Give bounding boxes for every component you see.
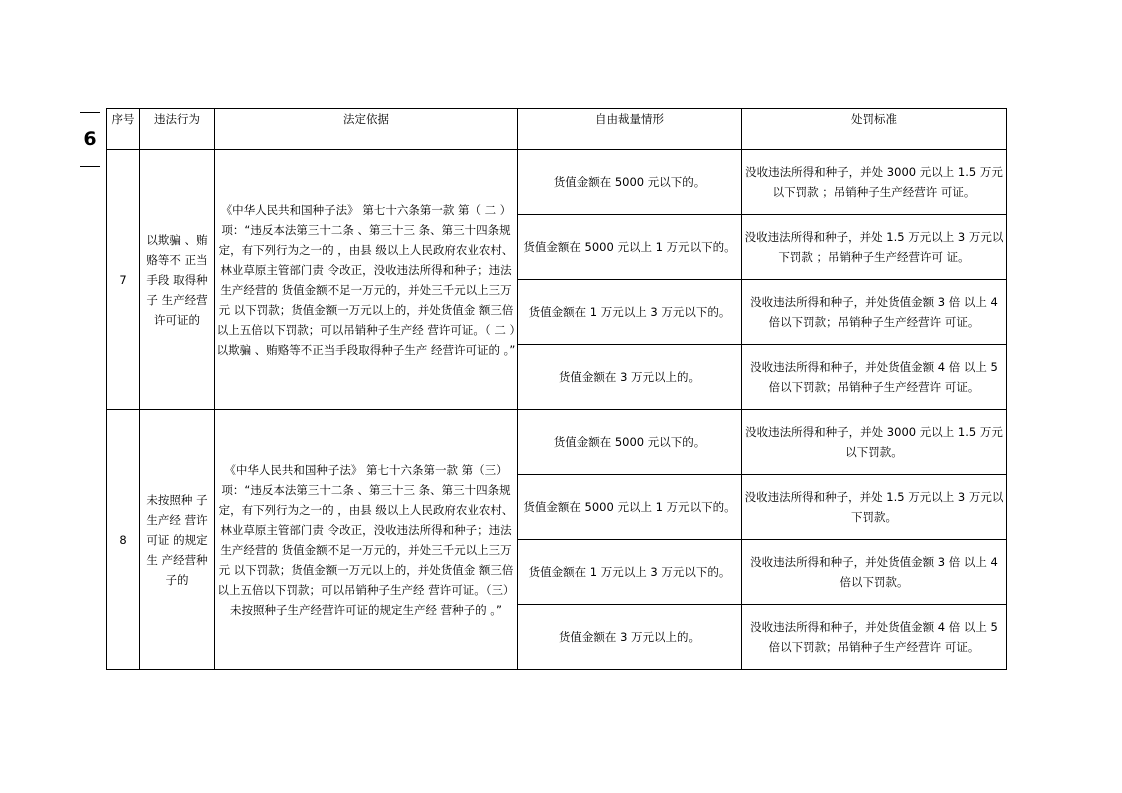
table-header-row bbox=[107, 109, 1007, 150]
row-standard: 没收违法所得和种子，并处货值金额 3 倍 以上 4 倍以下罚款；吊销种子生产经营许 可证。 bbox=[742, 280, 1007, 345]
row-standard: 没收违法所得和种子，并处 3000 元以上 1.5 万元以下罚款 ；吊销种子生产经营许 可证。 bbox=[742, 150, 1007, 215]
row-violation: 未按照种 子生产经 营许可证 的规定生 产经营种子的 bbox=[140, 410, 215, 670]
row-legal-basis: 《中华人民共和国种子法》 第七十六条第一款 第（ 二 ）项：“违反本法第三十二条 、第三十三 条、第三十四条规定，有下列行为之一的 ，由县 级以上人民政府农业农村、林业草原主管部门责 令改正，没收违法所得和种子；违法生产经营的 货值金额不足一万元的，并处三千元以上三万元 以下罚款；货值金额一万元以上的，并处货值金 额三倍以上五倍以下罚款；可以吊销种子生产经 营许可证。（ 二 ）以欺骗 、贿赂等不正当手段取得种子生产 经营许可证的 。” bbox=[215, 150, 518, 410]
row-standard: 没收违法所得和种子，并处货值金额 3 倍 以上 4 倍以下罚款。 bbox=[742, 540, 1007, 605]
page-number-rule-top bbox=[80, 112, 100, 113]
row-legal-basis: 《中华人民共和国种子法》 第七十六条第一款 第（三）项：“违反本法第三十二条 、第三十三 条、第三十四条规定，有下列行为之一的 ，由县 级以上人民政府农业农村、林业草原主管部门责 令改正，没收违法所得和种子；违法生产经营的 货值金额不足一万元的，并处三千元以上三万元 以下罚款；货值金额一万元以上的，并处货值金 额三倍以上五倍以下罚款；可以吊销种子生产经 营许可证。（三）未按照种子生产经营许可证的规定生产经 营种子的 。” bbox=[215, 410, 518, 670]
row-standard: 没收违法所得和种子，并处 1.5 万元以上 3 万元以下罚款 ；吊销种子生产经营许可 证。 bbox=[742, 215, 1007, 280]
row-seq: 7 bbox=[107, 150, 140, 410]
header-seq: 序号 bbox=[107, 109, 140, 150]
header-violation: 违法行为 bbox=[140, 109, 215, 150]
page-number-rule-bottom bbox=[80, 166, 100, 167]
row-circumstance: 货值金额在 1 万元以上 3 万元以下的。 bbox=[518, 540, 742, 605]
table-row bbox=[107, 410, 1007, 475]
header-circumstance: 自由裁量情形 bbox=[518, 109, 742, 150]
row-standard: 没收违法所得和种子，并处 3000 元以上 1.5 万元以下罚款。 bbox=[742, 410, 1007, 475]
penalty-standards-table bbox=[106, 108, 1007, 670]
row-circumstance: 货值金额在 1 万元以上 3 万元以下的。 bbox=[518, 280, 742, 345]
row-circumstance: 货值金额在 3 万元以上的。 bbox=[518, 605, 742, 670]
page-number bbox=[80, 108, 102, 170]
row-standard: 没收违法所得和种子，并处 1.5 万元以上 3 万元以下罚款。 bbox=[742, 475, 1007, 540]
table-row bbox=[107, 150, 1007, 215]
row-standard: 没收违法所得和种子，并处货值金额 4 倍 以上 5 倍以下罚款；吊销种子生产经营许 可证。 bbox=[742, 345, 1007, 410]
row-circumstance: 货值金额在 5000 元以下的。 bbox=[518, 150, 742, 215]
row-seq: 8 bbox=[107, 410, 140, 670]
row-circumstance: 货值金额在 5000 元以上 1 万元以下的。 bbox=[518, 215, 742, 280]
row-circumstance: 货值金额在 3 万元以上的。 bbox=[518, 345, 742, 410]
row-standard: 没收违法所得和种子，并处货值金额 4 倍 以上 5 倍以下罚款；吊销种子生产经营许 可证。 bbox=[742, 605, 1007, 670]
row-circumstance: 货值金额在 5000 元以上 1 万元以下的。 bbox=[518, 475, 742, 540]
header-basis: 法定依据 bbox=[215, 109, 518, 150]
page-number-text: 6 bbox=[83, 128, 97, 150]
header-standard: 处罚标准 bbox=[742, 109, 1007, 150]
row-circumstance: 货值金额在 5000 元以下的。 bbox=[518, 410, 742, 475]
row-violation: 以欺骗 、贿赂等不 正当手段 取得种子 生产经营许可证的 bbox=[140, 150, 215, 410]
